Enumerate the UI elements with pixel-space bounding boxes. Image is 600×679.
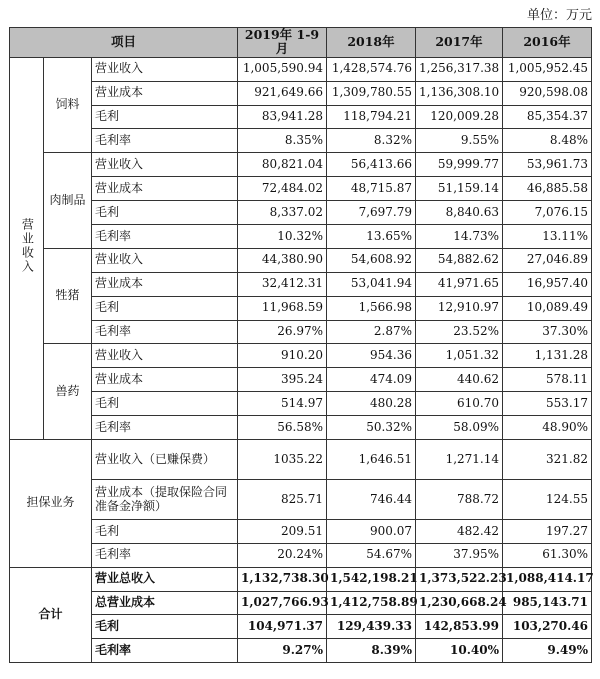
value-cell: 61.30% [503, 543, 592, 567]
value-cell: 921,649.66 [238, 81, 327, 105]
value-cell: 553.17 [503, 392, 592, 416]
value-cell: 9.27% [238, 639, 327, 663]
table-row [10, 543, 592, 567]
value-cell: 482.42 [416, 520, 503, 544]
row-label: 毛利 [92, 615, 238, 639]
value-cell: 746.44 [327, 480, 416, 520]
row-label: 营业收入 [92, 153, 238, 177]
value-cell: 11,968.59 [238, 296, 327, 320]
row-label: 营业收入（已赚保费） [92, 440, 238, 480]
value-cell: 54,882.62 [416, 248, 503, 272]
value-cell: 37.30% [503, 320, 592, 344]
value-cell: 118,794.21 [327, 105, 416, 129]
row-label: 毛利 [92, 520, 238, 544]
value-cell: 59,999.77 [416, 153, 503, 177]
table-row [10, 296, 592, 320]
value-cell: 83,941.28 [238, 105, 327, 129]
guarantee-category: 担保业务 [10, 440, 92, 568]
table-row [10, 272, 592, 296]
table-row [10, 520, 592, 544]
table-row [10, 153, 592, 177]
table-row [10, 201, 592, 225]
segment-name: 饲料 [44, 57, 92, 153]
revenue-category-text: 营业收入 [20, 218, 35, 275]
revenue-category [10, 57, 44, 439]
value-cell: 48,715.87 [327, 177, 416, 201]
value-cell: 8.48% [503, 129, 592, 153]
value-cell: 480.28 [327, 392, 416, 416]
row-label: 毛利 [92, 201, 238, 225]
table-row [10, 105, 592, 129]
row-label: 营业总收入 [92, 567, 238, 591]
value-cell: 9.49% [503, 639, 592, 663]
row-label: 营业收入 [92, 248, 238, 272]
table-row [10, 567, 592, 591]
value-cell: 610.70 [416, 392, 503, 416]
value-cell: 50.32% [327, 416, 416, 440]
value-cell: 26.97% [238, 320, 327, 344]
value-cell: 54.67% [327, 543, 416, 567]
row-label: 毛利 [92, 105, 238, 129]
table-row [10, 248, 592, 272]
value-cell: 395.24 [238, 368, 327, 392]
header-row [10, 28, 592, 58]
table-row [10, 57, 592, 81]
value-cell: 104,971.37 [238, 615, 327, 639]
value-cell: 58.09% [416, 416, 503, 440]
value-cell: 7,697.79 [327, 201, 416, 225]
value-cell: 8.39% [327, 639, 416, 663]
value-cell: 124.55 [503, 480, 592, 520]
value-cell: 54,608.92 [327, 248, 416, 272]
row-label: 毛利率 [92, 224, 238, 248]
value-cell: 23.52% [416, 320, 503, 344]
value-cell: 10.32% [238, 224, 327, 248]
value-cell: 80,821.04 [238, 153, 327, 177]
table-row [10, 81, 592, 105]
row-label: 毛利率 [92, 639, 238, 663]
value-cell: 13.65% [327, 224, 416, 248]
total-category: 合计 [10, 567, 92, 662]
row-label: 毛利率 [92, 320, 238, 344]
value-cell: 1035.22 [238, 440, 327, 480]
value-cell: 1,256,317.38 [416, 57, 503, 81]
value-cell: 1,088,414.17 [503, 567, 592, 591]
value-cell: 56.58% [238, 416, 327, 440]
value-cell: 32,412.31 [238, 272, 327, 296]
row-label: 营业收入 [92, 57, 238, 81]
table-row [10, 639, 592, 663]
value-cell: 48.90% [503, 416, 592, 440]
header-2019: 2019年 1-9月 [238, 28, 327, 58]
table-row [10, 480, 592, 520]
value-cell: 825.71 [238, 480, 327, 520]
row-label: 营业成本 [92, 368, 238, 392]
table-row [10, 392, 592, 416]
value-cell: 1,131.28 [503, 344, 592, 368]
financial-table [9, 27, 592, 663]
table-row [10, 416, 592, 440]
value-cell: 954.36 [327, 344, 416, 368]
value-cell: 1,646.51 [327, 440, 416, 480]
table-row [10, 591, 592, 615]
value-cell: 1,309,780.55 [327, 81, 416, 105]
value-cell: 46,885.58 [503, 177, 592, 201]
unit-label: 单位：万元 [526, 8, 592, 23]
value-cell: 142,853.99 [416, 615, 503, 639]
value-cell: 12,910.97 [416, 296, 503, 320]
value-cell: 8.32% [327, 129, 416, 153]
table-row [10, 368, 592, 392]
row-label: 毛利率 [92, 129, 238, 153]
value-cell: 1,230,668.24 [416, 591, 503, 615]
value-cell: 8,840.63 [416, 201, 503, 225]
value-cell: 900.07 [327, 520, 416, 544]
value-cell: 20.24% [238, 543, 327, 567]
value-cell: 7,076.15 [503, 201, 592, 225]
row-label: 毛利 [92, 296, 238, 320]
value-cell: 209.51 [238, 520, 327, 544]
value-cell: 474.09 [327, 368, 416, 392]
value-cell: 985,143.71 [503, 591, 592, 615]
value-cell: 8.35% [238, 129, 327, 153]
value-cell: 16,957.40 [503, 272, 592, 296]
value-cell: 10.40% [416, 639, 503, 663]
value-cell: 51,159.14 [416, 177, 503, 201]
value-cell: 53,961.73 [503, 153, 592, 177]
row-label: 营业收入 [92, 344, 238, 368]
value-cell: 1,136,308.10 [416, 81, 503, 105]
value-cell: 103,270.46 [503, 615, 592, 639]
value-cell: 1,412,758.89 [327, 591, 416, 615]
value-cell: 1,566.98 [327, 296, 416, 320]
row-label: 营业成本 [92, 177, 238, 201]
table-row [10, 440, 592, 480]
row-label: 营业成本 [92, 272, 238, 296]
segment-name: 肉制品 [44, 153, 92, 249]
value-cell: 1,005,952.45 [503, 57, 592, 81]
table-row [10, 224, 592, 248]
value-cell: 1,051.32 [416, 344, 503, 368]
row-label: 总营业成本 [92, 591, 238, 615]
table-row [10, 129, 592, 153]
value-cell: 578.11 [503, 368, 592, 392]
value-cell: 1,271.14 [416, 440, 503, 480]
value-cell: 41,971.65 [416, 272, 503, 296]
value-cell: 321.82 [503, 440, 592, 480]
value-cell: 514.97 [238, 392, 327, 416]
value-cell: 197.27 [503, 520, 592, 544]
value-cell: 13.11% [503, 224, 592, 248]
value-cell: 8,337.02 [238, 201, 327, 225]
value-cell: 1,132,738.30 [238, 567, 327, 591]
value-cell: 910.20 [238, 344, 327, 368]
header-2017: 2017年 [416, 28, 503, 58]
table-row [10, 344, 592, 368]
value-cell: 9.55% [416, 129, 503, 153]
value-cell: 72,484.02 [238, 177, 327, 201]
table-row [10, 615, 592, 639]
value-cell: 37.95% [416, 543, 503, 567]
value-cell: 85,354.37 [503, 105, 592, 129]
value-cell: 44,380.90 [238, 248, 327, 272]
row-label: 营业成本（提取保险合同准备金净额） [92, 480, 238, 520]
segment-name: 兽药 [44, 344, 92, 440]
table-row [10, 320, 592, 344]
row-label: 毛利率 [92, 543, 238, 567]
value-cell: 1,005,590.94 [238, 57, 327, 81]
value-cell: 1,373,522.23 [416, 567, 503, 591]
header-2018: 2018年 [327, 28, 416, 58]
row-label: 毛利 [92, 392, 238, 416]
value-cell: 1,428,574.76 [327, 57, 416, 81]
value-cell: 440.62 [416, 368, 503, 392]
value-cell: 788.72 [416, 480, 503, 520]
value-cell: 14.73% [416, 224, 503, 248]
value-cell: 129,439.33 [327, 615, 416, 639]
value-cell: 10,089.49 [503, 296, 592, 320]
segment-name: 牲猪 [44, 248, 92, 344]
value-cell: 1,027,766.93 [238, 591, 327, 615]
table-row [10, 177, 592, 201]
row-label: 营业成本 [92, 81, 238, 105]
value-cell: 56,413.66 [327, 153, 416, 177]
value-cell: 920,598.08 [503, 81, 592, 105]
header-2016: 2016年 [503, 28, 592, 58]
value-cell: 27,046.89 [503, 248, 592, 272]
row-label: 毛利率 [92, 416, 238, 440]
value-cell: 2.87% [327, 320, 416, 344]
header-item: 项目 [10, 28, 238, 58]
value-cell: 1,542,198.21 [327, 567, 416, 591]
value-cell: 53,041.94 [327, 272, 416, 296]
value-cell: 120,009.28 [416, 105, 503, 129]
